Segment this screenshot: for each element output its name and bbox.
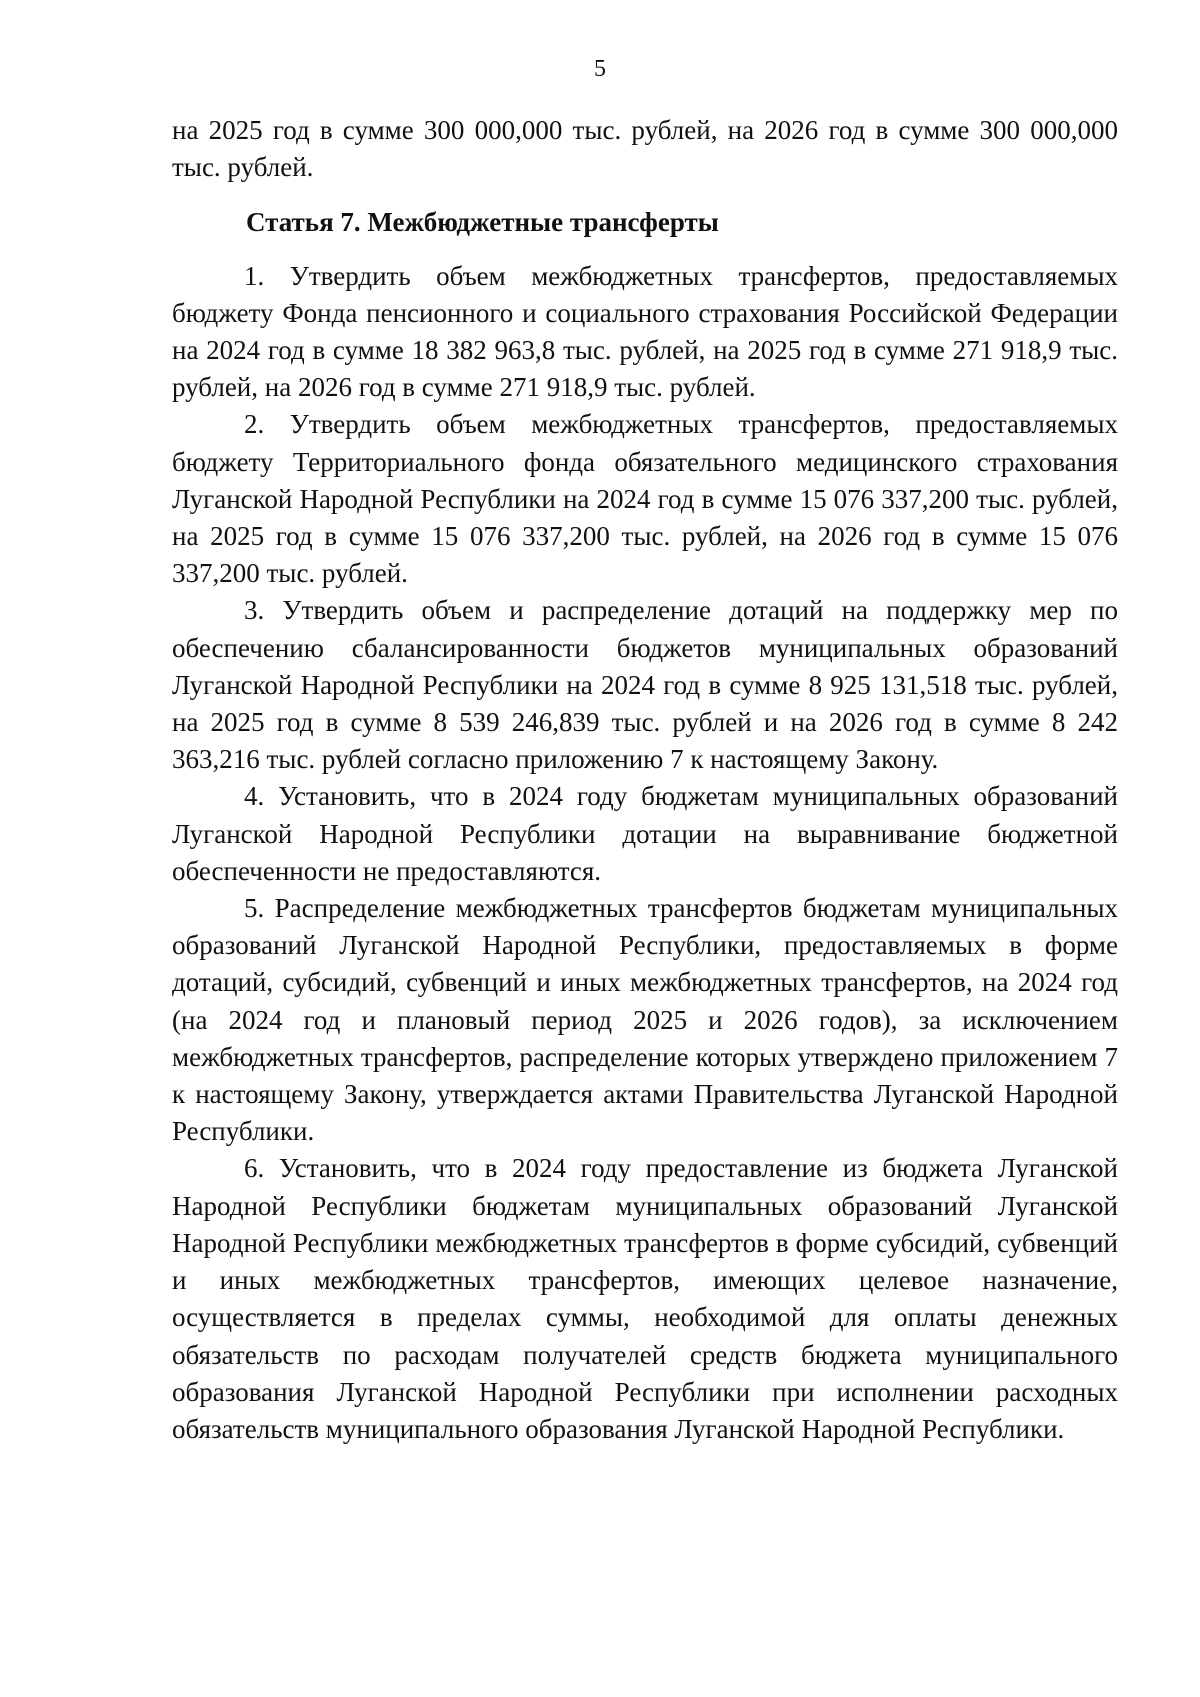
paragraph-6: 6. Установить, что в 2024 году предоставление из бюджета Луганской Народной Республики бюджетам муниципальных образований Луганской Народной Республики межбюджетных трансфертов в форме субсидий, субвенций и иных межбюджетных трансфертов, имеющих целевое назначение, осуществляется в пределах суммы, необходимой для оплаты денежных обязательств по расходам получателей средств бюджета муниципального образования Луганской Народной Республики при исполнении расходных обязательств муниципального образования Луганской Народной Республики.: [172, 1153, 1118, 1444]
continuation-paragraph: на 2025 год в сумме 300 000,000 тыс. рублей, на 2026 год в сумме 300 000,000 тыс. рублей.: [172, 115, 1118, 183]
paragraph-2: 2. Утвердить объем межбюджетных трансфертов, предоставляемых бюджету Территориального фонда обязательного медицинского страхования Луганской Народной Республики на 2024 год в сумме 15 076 337,200 тыс. рублей, на 2025 год в сумме 15 076 337,200 тыс. рублей, на 2026 год в сумме 15 076 337,200 тыс. рублей.: [172, 409, 1118, 589]
page-number: 5: [594, 56, 606, 82]
paragraph-5: 5. Распределение межбюджетных трансфертов бюджетам муниципальных образований Луганской Народной Республики, предоставляемых в форме дотаций, субсидий, субвенций и иных межбюджетных трансфертов, на 2024 год (на 2024 год и плановый период 2025 и 2026 годов), за исключением межбюджетных трансфертов, распределение которых утверждено приложением 7 к настоящему Закону, утверждается актами Правительства Луганской Народной Республики.: [172, 893, 1118, 1147]
paragraph-3: 3. Утвердить объем и распределение дотаций на поддержку мер по обеспечению сбалансированности бюджетов муниципальных образований Луганской Народной Республики на 2024 год в сумме 8 925 131,518 тыс. рублей, на 2025 год в сумме 8 539 246,839 тыс. рублей и на 2026 год в сумме 8 242 363,216 тыс. рублей согласно приложению 7 к настоящему Закону.: [172, 595, 1118, 775]
paragraph-4: 4. Установить, что в 2024 году бюджетам муниципальных образований Луганской Народной Республики дотации на выравнивание бюджетной обеспеченности не предоставляются.: [172, 781, 1118, 886]
paragraph-1: 1. Утвердить объем межбюджетных трансфертов, предоставляемых бюджету Фонда пенсионного и социального страхования Российской Федерации на 2024 год в сумме 18 382 963,8 тыс. рублей, на 2025 год в сумме 271 918,9 тыс. рублей, на 2026 год в сумме 271 918,9 тыс. рублей.: [172, 260, 1118, 403]
article-heading: Статья 7. Межбюджетные трансферты: [246, 207, 719, 238]
document-body: [172, 112, 1118, 1448]
